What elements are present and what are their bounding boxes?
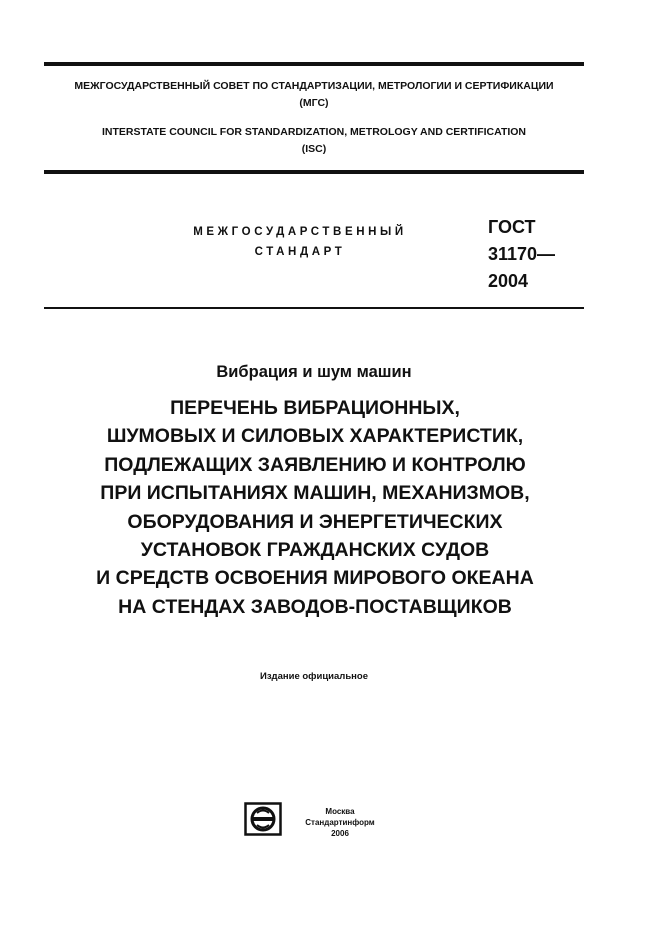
document-title bbox=[20, 394, 610, 621]
title-line: ПРИ ИСПЫТАНИЯХ МАШИН, МЕХАНИЗМОВ, bbox=[100, 482, 530, 505]
header-bottom-rule bbox=[44, 170, 584, 174]
council-en-abbr: (ISC) bbox=[301, 143, 327, 155]
gost-designation-line3: 2004 bbox=[488, 271, 529, 291]
standard-kind-line1: МЕЖГОСУДАРСТВЕННЫЙ bbox=[193, 226, 407, 238]
standartinform-logo-icon bbox=[244, 802, 282, 836]
title-line: ПЕРЕЧЕНЬ ВИБРАЦИОННЫХ, bbox=[170, 397, 460, 419]
title-line: ПОДЛЕЖАЩИХ ЗАЯВЛЕНИЮ И КОНТРОЛЮ bbox=[104, 453, 526, 476]
council-ru-name: МЕЖГОСУДАРСТВЕННЫЙ СОВЕТ ПО СТАНДАРТИЗАЦИИ, МЕТРОЛОГИИ И СЕРТИФИКАЦИИ bbox=[74, 80, 554, 92]
top-rule bbox=[44, 62, 584, 66]
council-ru-abbr: (МГС) bbox=[299, 97, 329, 109]
title-line: И СРЕДСТВ ОСВОЕНИЯ МИРОВОГО ОКЕАНА bbox=[96, 567, 534, 590]
gost-designation bbox=[488, 214, 555, 295]
publisher-city: Москва bbox=[325, 807, 355, 816]
publisher-info bbox=[290, 806, 390, 839]
edition-note: Издание официальное bbox=[260, 671, 368, 682]
council-ru bbox=[44, 78, 584, 112]
standard-kind bbox=[160, 222, 440, 262]
title-line: УСТАНОВОК ГРАЖДАНСКИХ СУДОВ bbox=[140, 539, 490, 562]
gost-designation-line2: 31170— bbox=[488, 244, 556, 264]
council-en bbox=[44, 124, 584, 158]
designation-rule bbox=[44, 307, 584, 309]
title-line: ОБОРУДОВАНИЯ И ЭНЕРГЕТИЧЕСКИХ bbox=[127, 510, 503, 533]
publisher-year: 2006 bbox=[331, 829, 349, 838]
document-subtitle: Вибрация и шум машин bbox=[216, 363, 412, 381]
title-line: НА СТЕНДАХ ЗАВОДОВ-ПОСТАВЩИКОВ bbox=[118, 595, 512, 618]
standard-kind-line2: СТАНДАРТ bbox=[254, 246, 346, 258]
gost-designation-line1: ГОСТ bbox=[488, 217, 536, 237]
publisher-name: Стандартинформ bbox=[305, 818, 375, 827]
council-en-name: INTERSTATE COUNCIL FOR STANDARDIZATION, METROLOGY AND CERTIFICATION bbox=[101, 126, 527, 138]
title-line: ШУМОВЫХ И СИЛОВЫХ ХАРАКТЕРИСТИК, bbox=[106, 425, 524, 448]
